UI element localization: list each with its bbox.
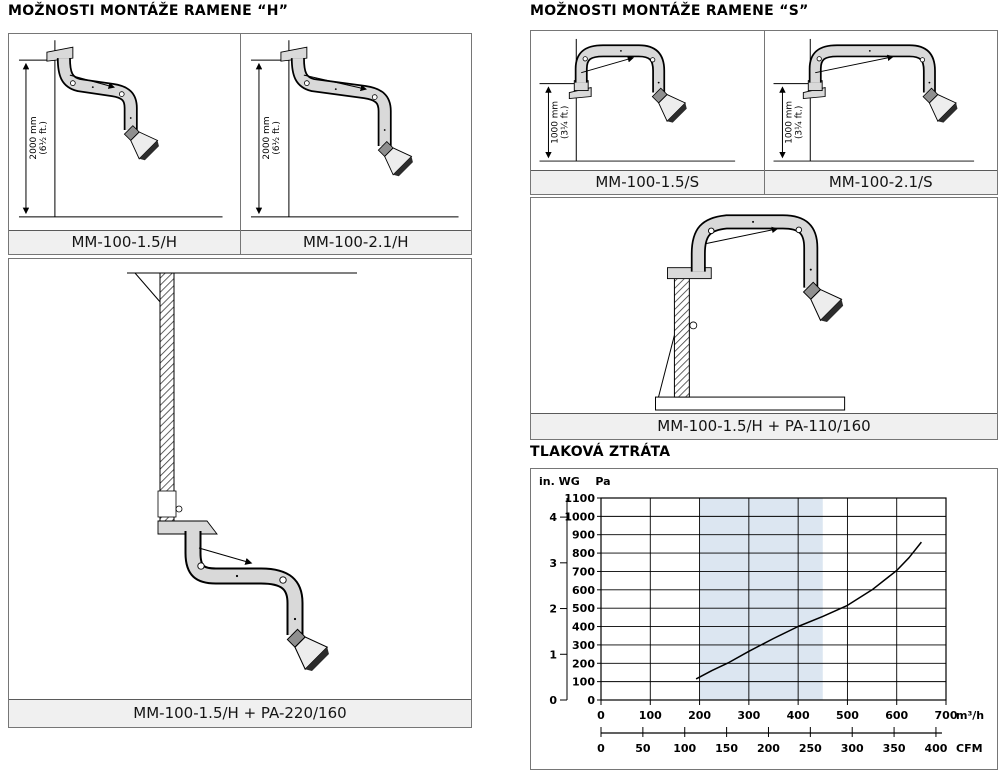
panel-box-arm-h (8, 33, 472, 255)
m3h-tick-label: 300 (737, 709, 761, 722)
panel-mm-100-2.1-h (240, 34, 472, 254)
pa-tick-label: 400 (572, 620, 595, 634)
inwg-tick-label: 4 (549, 511, 557, 525)
extraction-arm (569, 50, 689, 125)
pressure-loss-chart-box (530, 468, 998, 770)
m3h-tick-label: 500 (835, 709, 859, 722)
pa-tick-label: 1100 (564, 492, 595, 505)
pa-tick-label: 500 (572, 602, 595, 616)
cfm-tick-label: 350 (882, 742, 906, 755)
m3h-tick-label: 700 (934, 709, 958, 722)
pressure-loss-chart (531, 469, 997, 769)
panel-mm-100-2.1-s (764, 31, 998, 194)
cfm-tick-label: 100 (673, 742, 697, 755)
inwg-tick-label: 1 (549, 648, 557, 662)
pa-tick-label: 800 (572, 547, 595, 561)
m3h-tick-label: 100 (638, 709, 662, 722)
dimension-label-ft: (6½ ft.) (38, 121, 49, 155)
dimension-label-ft: (3¼ ft.) (560, 105, 571, 140)
arm-diagram-mm-100-1.5-h-pa-220-160 (9, 259, 471, 699)
section-heading-pressure-loss: TLAKOVÁ ZTRÁTA (530, 444, 671, 460)
inwg-tick-label: 3 (549, 556, 557, 570)
extraction-arm (803, 50, 959, 125)
panel-box-arm-s (530, 30, 998, 195)
wall-line (250, 40, 458, 217)
pa-tick-label: 0 (587, 694, 595, 707)
pa-tick-label: 600 (572, 583, 595, 597)
dimension-label-mm: 2000 mm (261, 116, 272, 160)
m3h-tick-label: 600 (885, 709, 909, 722)
panel-caption: MM-100-2.1/S (765, 170, 998, 194)
panel-caption: MM-100-1.5/H (9, 230, 240, 254)
pa-tick-label: 700 (572, 565, 595, 579)
extension-duct (158, 273, 182, 523)
section-heading-arm-h: MOŽNOSTI MONTÁŽE RAMENE “H” (8, 3, 289, 19)
cfm-tick-label: 400 (924, 742, 948, 755)
dimension-label-mm: 1000 mm (550, 100, 561, 144)
wall-line (19, 40, 223, 217)
panel-caption: MM-100-1.5/H + PA-110/160 (531, 413, 997, 439)
dimension-arrow (548, 88, 570, 158)
m3h-tick-label: 0 (597, 709, 605, 722)
inwg-unit-label: in. WG (539, 475, 580, 488)
pa-tick-label: 300 (572, 638, 595, 652)
pa-unit-label: Pa (595, 475, 611, 488)
panel-caption: MM-100-1.5/H + PA-220/160 (9, 699, 471, 727)
dimension-label-ft: (6½ ft.) (271, 121, 282, 155)
arm-diagram-mm-100-1.5-h (9, 34, 240, 230)
panel-box-arm-h-pa220 (8, 258, 472, 728)
panel-caption: MM-100-2.1/H (241, 230, 472, 254)
arm-diagram-mm-100-2.1-h (241, 34, 472, 230)
extraction-arm (667, 221, 845, 324)
pa-tick-label: 1000 (564, 510, 595, 524)
dimension-arrow (26, 64, 49, 213)
cfm-tick-label: 200 (756, 742, 780, 755)
section-heading-arm-s: MOŽNOSTI MONTÁŽE RAMENE “S” (530, 3, 809, 19)
dimension-label-mm: 1000 mm (783, 100, 794, 144)
cfm-tick-label: 50 (635, 742, 651, 755)
pa-tick-label: 100 (572, 675, 595, 689)
pa-tick-label: 200 (572, 657, 595, 671)
pa-tick-label: 900 (572, 528, 595, 542)
cfm-tick-label: 0 (597, 742, 605, 755)
m3h-unit-label: m³/h (956, 709, 985, 722)
arm-diagram-mm-100-1.5-s (531, 31, 764, 170)
dimension-arrow (782, 88, 804, 158)
extraction-arm (280, 47, 414, 178)
arm-diagram-mm-100-2.1-s (765, 31, 998, 170)
inwg-tick-label: 2 (549, 602, 557, 616)
cfm-tick-label: 250 (798, 742, 822, 755)
extraction-arm (47, 47, 161, 162)
panel-mm-100-1.5-s (531, 31, 764, 194)
panel-box-arm-s-pa110 (530, 197, 998, 440)
cfm-tick-label: 300 (840, 742, 864, 755)
cfm-tick-label: 150 (715, 742, 739, 755)
m3h-tick-label: 400 (786, 709, 810, 722)
extraction-arm (158, 521, 331, 673)
dimension-arrow (258, 64, 281, 213)
cfm-unit-label: CFM (956, 742, 983, 755)
inwg-tick-label: 0 (549, 694, 557, 707)
arm-diagram-mm-100-1.5-h-pa-110-160 (531, 198, 997, 413)
dimension-label-mm: 2000 mm (28, 116, 39, 160)
pedestal-column (674, 278, 696, 397)
operating-range-band (700, 498, 823, 700)
m3h-tick-label: 200 (688, 709, 712, 722)
dimension-label-ft: (3¼ ft.) (793, 105, 804, 140)
panel-caption: MM-100-1.5/S (531, 170, 764, 194)
panel-mm-100-1.5-h (9, 34, 240, 254)
